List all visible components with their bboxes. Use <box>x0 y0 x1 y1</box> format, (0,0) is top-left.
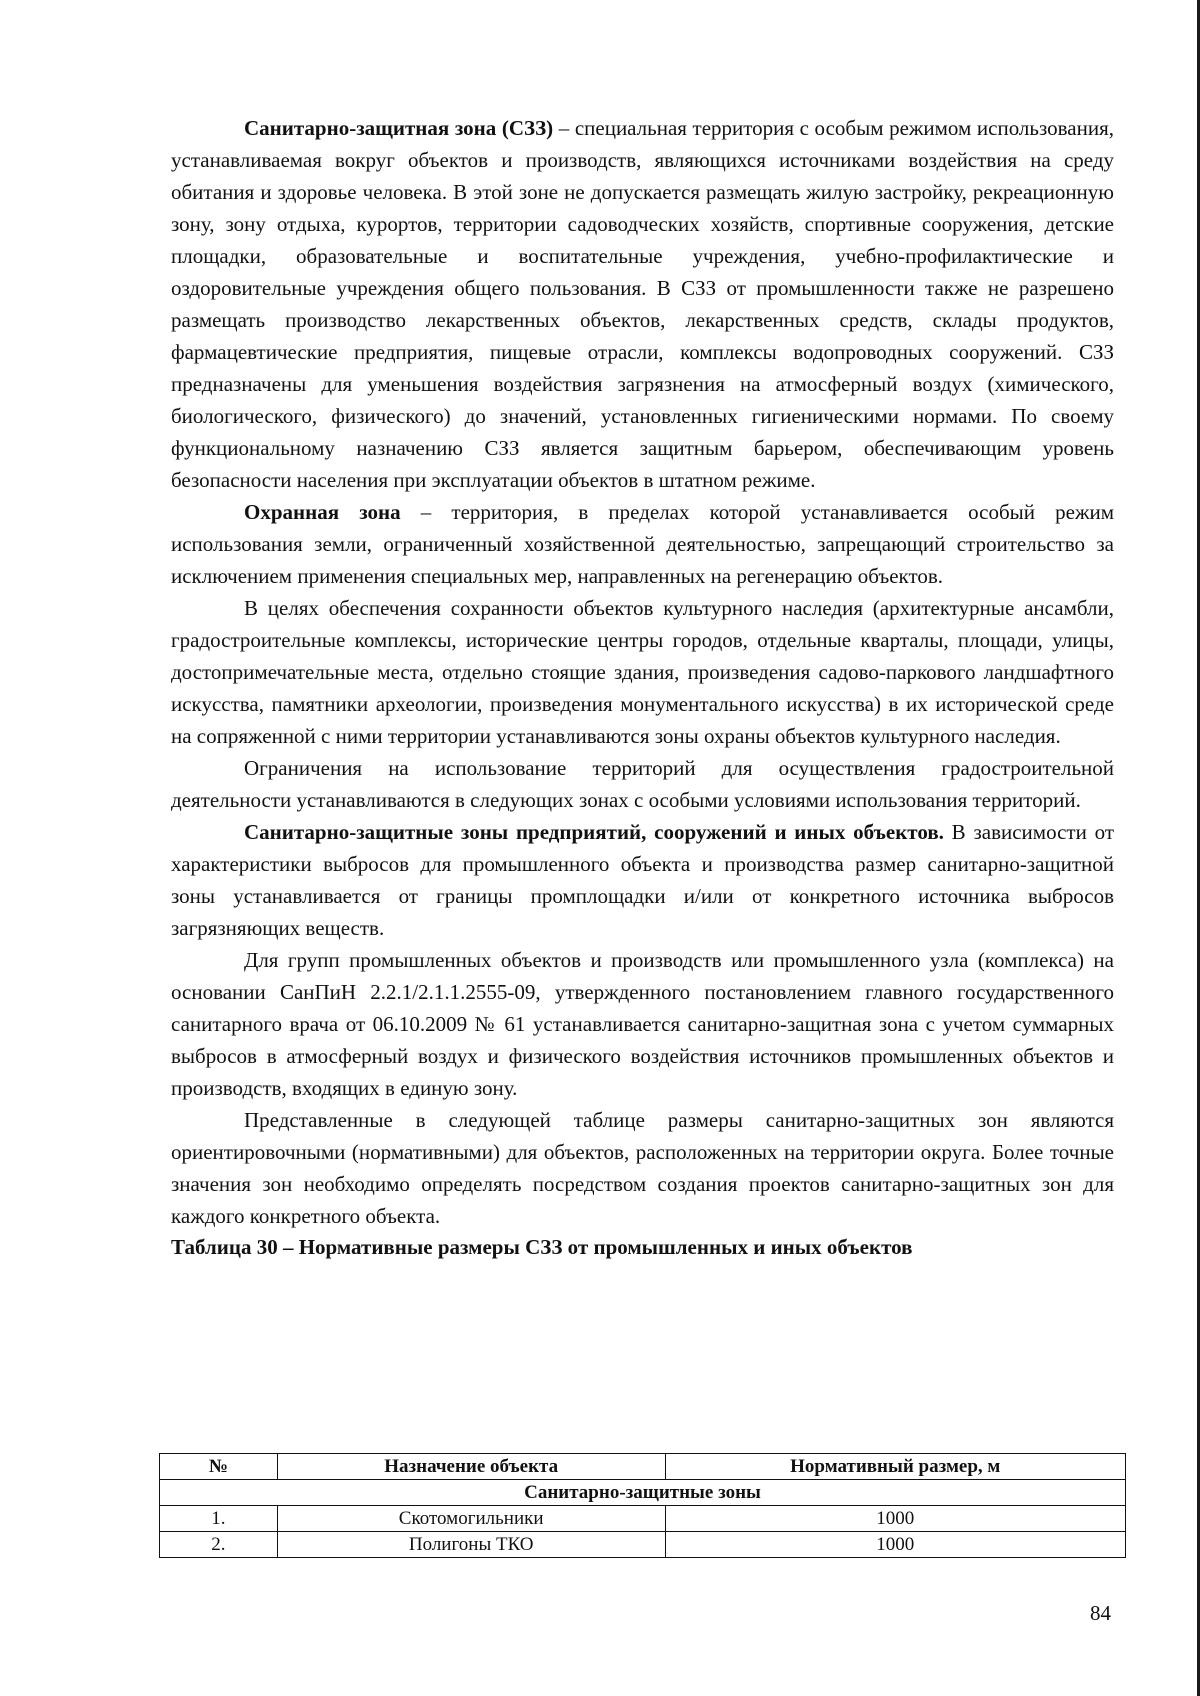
table-row <box>160 1506 1126 1532</box>
table-section-row <box>160 1480 1126 1506</box>
header-object-purpose: Назначение объекта <box>277 1454 665 1480</box>
cell-size: 1000 <box>665 1506 1126 1532</box>
page-number: 84 <box>1090 1601 1111 1625</box>
paragraph-text: – территория, в пределах которой устанавливается особый режим использования земли, ограниченный хозяйственной деятельностью, запрещающий строительство за исключением применения специальных мер, направленных на регенерацию объектов. <box>171 500 1114 588</box>
document-body <box>171 112 1114 1260</box>
paragraph-table-intro <box>171 1104 1114 1232</box>
section-title: Санитарно-защитные зоны <box>160 1480 1126 1506</box>
paragraph-text: В целях обеспечения сохранности объектов культурного наследия (архитектурные ансамбли, градостроительные комплексы, исторические центры городов, отдельные кварталы, площади, улицы, достопримечательные места, отдельно стоящие здания, произведения садово-паркового ландшафтного искусства, памятники археологии, произведения монументального искусства) в их исторической среде на сопряженной с ними территории устанавливаются зоны охраны объектов культурного наследия. <box>171 596 1114 748</box>
term-szz: Санитарно-защитная зона (СЗЗ) <box>244 116 554 140</box>
cell-object: Полигоны ТКО <box>277 1532 665 1558</box>
paragraph-text: Ограничения на использование территорий для осуществления градостроительной деятельности устанавливаются в следующих зонах с особыми условиями использования территорий. <box>171 756 1114 812</box>
table-row <box>160 1532 1126 1558</box>
table-header-row <box>160 1454 1126 1480</box>
paragraph-text: Представленные в следующей таблице размеры санитарно-защитных зон являются ориентировочными (нормативными) для объектов, расположенных на территории округа. Более точные значения зон необходимо определять посредством создания проектов санитарно-защитных зон для каждого конкретного объекта. <box>171 1108 1114 1228</box>
term-protection-zone: Охранная зона <box>244 500 401 524</box>
paragraph-text: В зависимости от характеристики выбросов для промышленного объекта и производства размер санитарно-защитной зоны устанавливается от границы промплощадки и/или от конкретного источника выбросов загрязняющих веществ. <box>171 820 1114 940</box>
header-number: № <box>160 1454 278 1480</box>
paragraph-text: Для групп промышленных объектов и производств или промышленного узла (комплекса) на основании СанПиН 2.2.1/2.1.1.2555-09, утвержденного постановлением главного государственного санитарного врача от 06.10.2009 № 61 устанавливается санитарно-защитная зона с учетом суммарных выбросов в атмосферный воздух и физического воздействия источников промышленных объектов и производств, входящих в единую зону. <box>171 948 1114 1100</box>
norms-table <box>159 1453 1126 1558</box>
paragraph-protection-zone <box>171 496 1114 592</box>
cell-size: 1000 <box>665 1532 1126 1558</box>
cell-number: 2. <box>160 1532 278 1558</box>
paragraph-szz-enterprises <box>171 816 1114 944</box>
paragraph-cultural-heritage <box>171 592 1114 752</box>
table-caption: Таблица 30 – Нормативные размеры СЗЗ от промышленных и иных объектов <box>171 1235 913 1259</box>
paragraph-text: – специальная территория с особым режимом использования, устанавливаемая вокруг объектов и производств, являющихся источниками воздействия на среду обитания и здоровье человека. В этой зоне не допускается размещать жилую застройку, рекреационную зону, зону отдыха, курортов, территории садоводческих хозяйств, спортивные сооружения, детские площадки, образовательные и воспитательные учреждения, учебно-профилактические и оздоровительные учреждения общего пользования. В СЗЗ от промышленности также не разрешено размещать производство лекарственных объектов, лекарственных средств, склады продуктов, фармацевтические предприятия, пищевые отрасли, комплексы водопроводных сооружений. СЗЗ предназначены для уменьшения воздействия загрязнения на атмосферный воздух (химического, биологического, физического) до значений, установленных гигиеническими нормами. По своему функциональному назначению СЗЗ является защитным барьером, обеспечивающим уровень безопасности населения при эксплуатации объектов в штатном режиме. <box>171 116 1114 492</box>
paragraph-szz-definition <box>171 112 1114 496</box>
cell-number: 1. <box>160 1506 278 1532</box>
term-szz-enterprises: Санитарно-защитные зоны предприятий, сооружений и иных объектов. <box>244 820 944 844</box>
header-normative-size: Нормативный размер, м <box>665 1454 1126 1480</box>
paragraph-restrictions <box>171 752 1114 816</box>
cell-object: Скотомогильники <box>277 1506 665 1532</box>
paragraph-sanpin <box>171 944 1114 1104</box>
